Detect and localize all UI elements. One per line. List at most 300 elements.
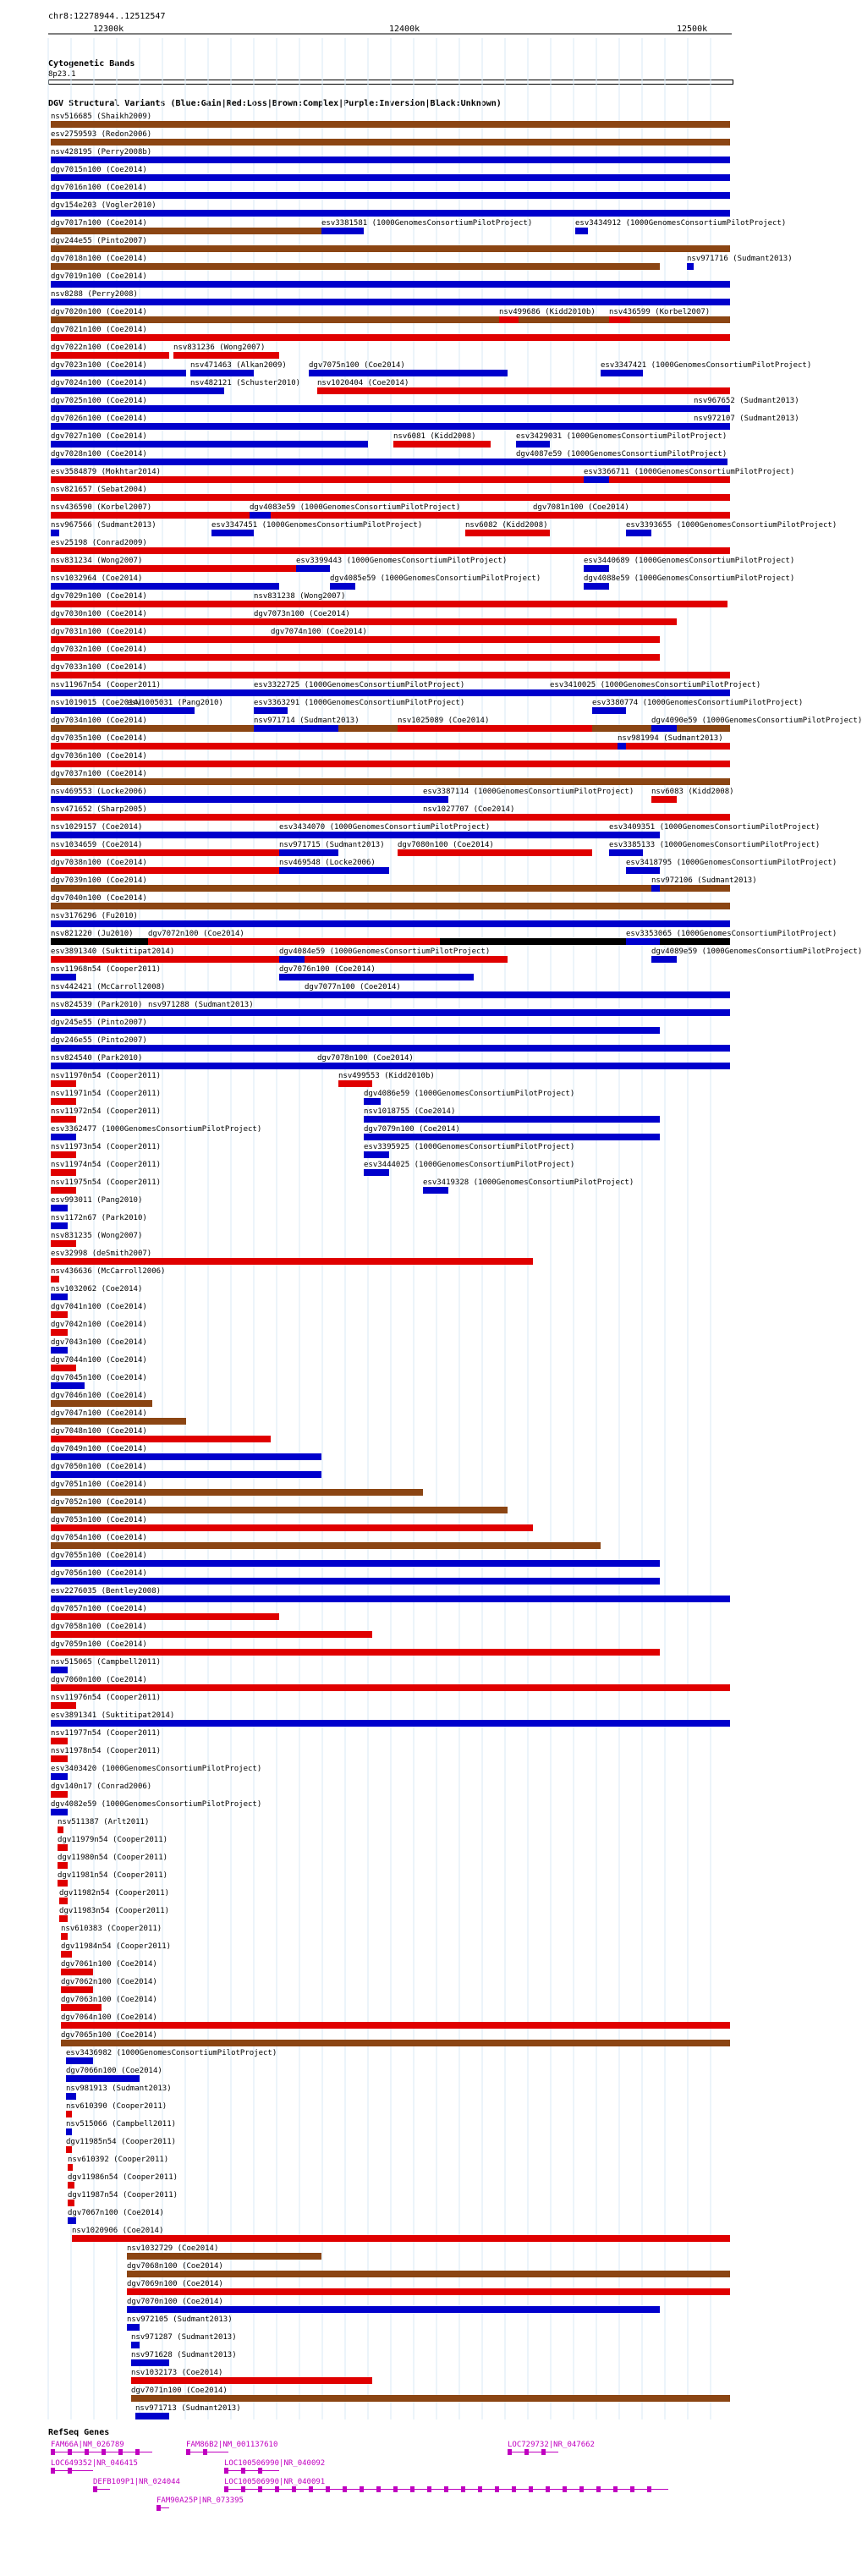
variant-label[interactable]: dgv7074n100 (Coe2014): [271, 628, 367, 636]
variant-label[interactable]: dgv7067n100 (Coe2014): [68, 2209, 164, 2217]
variant-bar-loss[interactable]: [51, 476, 730, 483]
variant-bar-gain[interactable]: [51, 1596, 730, 1602]
gene-exon[interactable]: [343, 2486, 347, 2492]
variant-bar-gain[interactable]: [68, 2217, 76, 2224]
variant-bar-gain[interactable]: [626, 938, 660, 945]
variant-bar-loss[interactable]: [58, 1862, 68, 1869]
variant-bar-gain[interactable]: [51, 689, 730, 696]
gene-exon[interactable]: [508, 2449, 512, 2455]
variant-label[interactable]: dgv7072n100 (Coe2014): [148, 930, 244, 938]
variant-label[interactable]: nsv824540 (Park2010): [51, 1054, 143, 1063]
gene-exon[interactable]: [461, 2486, 465, 2492]
variant-bar-gain[interactable]: [131, 2342, 140, 2348]
variant-label[interactable]: nsv1020906 (Coe2014): [72, 2227, 164, 2235]
gene-exon[interactable]: [51, 2468, 55, 2474]
variant-label[interactable]: nsv1032062 (Coe2014): [51, 1285, 143, 1293]
variant-label[interactable]: nsv1172n67 (Park2010): [51, 1214, 147, 1222]
variant-label[interactable]: nsv515065 (Campbell2011): [51, 1658, 162, 1667]
gene-exon[interactable]: [118, 2449, 123, 2455]
variant-bar-loss[interactable]: [51, 1755, 68, 1762]
variant-bar-loss[interactable]: [61, 2022, 730, 2029]
variant-bar-gain[interactable]: [626, 530, 651, 536]
variant-bar-complex[interactable]: [127, 2271, 730, 2277]
variant-label[interactable]: dgv7044n100 (Coe2014): [51, 1356, 147, 1365]
variant-label[interactable]: dgv11987n54 (Cooper2011): [68, 2191, 178, 2200]
variant-bar-gain[interactable]: [423, 1187, 448, 1194]
variant-label[interactable]: dgv7036n100 (Coe2014): [51, 752, 147, 761]
variant-label[interactable]: nsv1018755 (Coe2014): [364, 1107, 456, 1116]
gene-label[interactable]: LOC100506990|NR_040092: [224, 2459, 326, 2468]
variant-label[interactable]: nsv831236 (Wong2007): [173, 343, 266, 352]
variant-bar-gain[interactable]: [51, 157, 730, 163]
gene-exon[interactable]: [427, 2486, 431, 2492]
variant-label[interactable]: nsv831238 (Wong2007): [254, 592, 346, 601]
variant-bar-gain[interactable]: [51, 1578, 660, 1585]
variant-label[interactable]: dgv7022n100 (Coe2014): [51, 343, 147, 352]
variant-bar-gain[interactable]: [364, 1151, 389, 1158]
variant-bar-loss[interactable]: [59, 1915, 68, 1922]
variant-label[interactable]: nsv442421 (McCarroll2008): [51, 983, 166, 991]
variant-label[interactable]: nsv1034659 (Coe2014): [51, 841, 143, 849]
variant-label[interactable]: nsv11974n54 (Cooper2011): [51, 1161, 162, 1169]
variant-label[interactable]: nsv471463 (Alkan2009): [190, 361, 287, 370]
variant-bar-loss[interactable]: [51, 352, 169, 359]
variant-bar-gain[interactable]: [51, 1382, 85, 1389]
variant-label[interactable]: esv3409351 (1000GenomesConsortiumPilotProject): [609, 823, 821, 832]
variant-bar-gain[interactable]: [51, 423, 730, 430]
variant-label[interactable]: nsv972106 (Sudmant2013): [651, 876, 757, 885]
variant-label[interactable]: dgv7028n100 (Coe2014): [51, 450, 147, 459]
variant-bar-loss[interactable]: [51, 867, 279, 874]
variant-bar-loss[interactable]: [51, 1329, 68, 1336]
variant-label[interactable]: dgv7039n100 (Coe2014): [51, 876, 147, 885]
variant-bar-gain[interactable]: [51, 920, 730, 927]
variant-label[interactable]: nsv11975n54 (Cooper2011): [51, 1178, 162, 1187]
gene-exon[interactable]: [512, 2486, 516, 2492]
variant-label[interactable]: nsv971287 (Sudmant2013): [131, 2333, 237, 2342]
variant-bar-loss[interactable]: [68, 2164, 73, 2171]
variant-label[interactable]: dgv7064n100 (Coe2014): [61, 2013, 157, 2022]
variant-label[interactable]: dgv154e203 (Vogler2010): [51, 201, 156, 210]
variant-label[interactable]: dgv11982n54 (Cooper2011): [59, 1889, 170, 1898]
variant-label[interactable]: dgv7053n100 (Coe2014): [51, 1516, 147, 1524]
variant-bar-gain[interactable]: [364, 1134, 660, 1140]
variant-label[interactable]: esv3419328 (1000GenomesConsortiumPilotProject): [423, 1178, 634, 1187]
variant-bar-loss[interactable]: [61, 1969, 93, 1975]
variant-bar-gain[interactable]: [51, 441, 368, 448]
variant-bar-loss[interactable]: [51, 1613, 279, 1620]
variant-label[interactable]: esv3347451 (1000GenomesConsortiumPilotProject): [211, 521, 423, 530]
variant-label[interactable]: esv3380774 (1000GenomesConsortiumPilotProject): [592, 699, 804, 707]
gene-exon[interactable]: [135, 2449, 140, 2455]
variant-label[interactable]: dgv7015n100 (Coe2014): [51, 166, 147, 174]
variant-label[interactable]: nsv11978n54 (Cooper2011): [51, 1747, 162, 1755]
variant-label[interactable]: dgv7042n100 (Coe2014): [51, 1321, 147, 1329]
variant-label[interactable]: dgv7051n100 (Coe2014): [51, 1480, 147, 1489]
variant-bar-gain[interactable]: [279, 956, 305, 963]
variant-bar-loss[interactable]: [68, 2200, 74, 2206]
variant-bar-gain[interactable]: [516, 459, 541, 465]
variant-label[interactable]: dgv7031n100 (Coe2014): [51, 628, 147, 636]
variant-label[interactable]: esv3418795 (1000GenomesConsortiumPilotProject): [626, 859, 837, 867]
variant-label[interactable]: dgv7069n100 (Coe2014): [127, 2280, 223, 2288]
variant-bar-gain[interactable]: [51, 192, 730, 199]
variant-label[interactable]: nsv821657 (Sebat2004): [51, 486, 147, 494]
variant-label[interactable]: dgv7078n100 (Coe2014): [317, 1054, 414, 1063]
variant-label[interactable]: nsv3176296 (Fu2010): [51, 912, 138, 920]
variant-bar-gain[interactable]: [66, 2128, 72, 2135]
variant-label[interactable]: nsv1032729 (Coe2014): [127, 2244, 219, 2253]
variant-label[interactable]: nsv972105 (Sudmant2013): [127, 2315, 233, 2324]
variant-label[interactable]: nsv511387 (Arlt2011): [58, 1818, 150, 1826]
gene-exon[interactable]: [224, 2468, 228, 2474]
variant-bar-loss[interactable]: [398, 725, 592, 732]
variant-label[interactable]: nsv11977n54 (Cooper2011): [51, 1729, 162, 1738]
variant-label[interactable]: nsv11976n54 (Cooper2011): [51, 1694, 162, 1702]
variant-bar-loss[interactable]: [465, 530, 550, 536]
variant-bar-complex[interactable]: [61, 2040, 730, 2046]
gene-exon[interactable]: [186, 2449, 190, 2455]
gene-label[interactable]: FAM90A25P|NR_073395: [156, 2496, 244, 2505]
variant-bar-gain[interactable]: [254, 725, 338, 732]
variant-bar-gain[interactable]: [127, 2306, 660, 2313]
variant-bar-gain[interactable]: [626, 867, 660, 874]
variant-label[interactable]: dgv4083e59 (1000GenomesConsortiumPilotProject): [250, 503, 461, 512]
variant-bar-loss[interactable]: [609, 316, 630, 323]
variant-bar-gain[interactable]: [279, 849, 338, 856]
variant-bar-gain[interactable]: [309, 370, 508, 376]
variant-bar-gain[interactable]: [51, 370, 186, 376]
variant-label[interactable]: nsv11971n54 (Cooper2011): [51, 1090, 162, 1098]
variant-label[interactable]: nsv482121 (Schuster2010): [190, 379, 301, 387]
variant-bar-complex[interactable]: [131, 2395, 730, 2402]
variant-bar-loss[interactable]: [58, 1826, 63, 1833]
variant-bar-loss[interactable]: [51, 761, 730, 767]
variant-bar-loss[interactable]: [651, 796, 677, 803]
variant-label[interactable]: nsv971288 (Sudmant2013): [148, 1001, 254, 1009]
variant-label[interactable]: dgv7046n100 (Coe2014): [51, 1392, 147, 1400]
variant-bar-gain[interactable]: [131, 2359, 169, 2366]
variant-label[interactable]: esv1005031 (Pang2010): [127, 699, 223, 707]
variant-label[interactable]: esv3347421 (1000GenomesConsortiumPilotProject): [601, 361, 812, 370]
variant-label[interactable]: dgv7049n100 (Coe2014): [51, 1445, 147, 1453]
variant-label[interactable]: nsv967652 (Sudmant2013): [694, 397, 799, 405]
variant-label[interactable]: dgv11980n54 (Cooper2011): [58, 1854, 168, 1862]
gene-exon[interactable]: [258, 2486, 262, 2492]
variant-bar-loss[interactable]: [173, 352, 279, 359]
variant-label[interactable]: nsv1032964 (Coe2014): [51, 574, 143, 583]
variant-label[interactable]: esv3387114 (1000GenomesConsortiumPilotProject): [423, 788, 634, 796]
variant-label[interactable]: dgv7038n100 (Coe2014): [51, 859, 147, 867]
variant-label[interactable]: dgv7070n100 (Coe2014): [127, 2298, 223, 2306]
variant-bar-gain[interactable]: [190, 387, 224, 394]
variant-bar-gain[interactable]: [66, 2057, 93, 2064]
variant-bar-loss[interactable]: [58, 1844, 68, 1851]
variant-label[interactable]: dgv246e55 (Pinto2007): [51, 1036, 147, 1045]
variant-bar-gain[interactable]: [51, 210, 730, 217]
variant-bar-loss[interactable]: [51, 1098, 76, 1105]
variant-bar-loss[interactable]: [499, 316, 519, 323]
variant-label[interactable]: dgv7081n100 (Coe2014): [533, 503, 629, 512]
variant-label[interactable]: dgv7025n100 (Coe2014): [51, 397, 147, 405]
variant-label[interactable]: dgv11981n54 (Cooper2011): [58, 1871, 168, 1880]
variant-label[interactable]: nsv6081 (Kidd2008): [393, 432, 476, 441]
variant-label[interactable]: esv32998 (deSmith2007): [51, 1250, 152, 1258]
variant-bar-gain[interactable]: [601, 370, 643, 376]
variant-bar-gain[interactable]: [423, 796, 448, 803]
variant-label[interactable]: dgv7033n100 (Coe2014): [51, 663, 147, 672]
variant-bar-gain[interactable]: [190, 370, 254, 376]
variant-label[interactable]: nsv831235 (Wong2007): [51, 1232, 143, 1240]
gene-label[interactable]: LOC649352|NR_046415: [51, 2459, 138, 2468]
variant-label[interactable]: dgv7063n100 (Coe2014): [61, 1996, 157, 2004]
gene-exon[interactable]: [156, 2505, 161, 2511]
variant-bar-loss[interactable]: [254, 601, 677, 607]
variant-label[interactable]: esv3403420 (1000GenomesConsortiumPilotProject): [51, 1765, 262, 1773]
gene-exon[interactable]: [376, 2486, 381, 2492]
gene-label[interactable]: DEFB109P1|NR_024044: [93, 2478, 180, 2486]
variant-label[interactable]: nsv971714 (Sudmant2013): [254, 717, 360, 725]
variant-bar-loss[interactable]: [61, 1986, 93, 1993]
variant-label[interactable]: dgv245e55 (Pinto2007): [51, 1019, 147, 1027]
variant-bar-gain[interactable]: [127, 2324, 140, 2331]
variant-bar-gain[interactable]: [584, 565, 609, 572]
variant-label[interactable]: nsv1019015 (Coe2014): [51, 699, 143, 707]
variant-bar-complex[interactable]: [51, 725, 730, 732]
variant-bar-complex[interactable]: [51, 1489, 423, 1496]
variant-label[interactable]: nsv6083 (Kidd2008): [651, 788, 734, 796]
variant-bar-gain[interactable]: [51, 1045, 730, 1052]
variant-bar-loss[interactable]: [51, 1684, 730, 1691]
variant-label[interactable]: nsv469553 (Locke2006): [51, 788, 147, 796]
variant-bar-gain[interactable]: [51, 1809, 68, 1815]
variant-bar-loss[interactable]: [51, 1436, 271, 1442]
variant-bar-loss[interactable]: [51, 1169, 76, 1176]
variant-label[interactable]: nsv11972n54 (Cooper2011): [51, 1107, 162, 1116]
variant-bar-gain[interactable]: [51, 459, 727, 465]
variant-bar-loss[interactable]: [423, 814, 730, 821]
variant-label[interactable]: dgv7066n100 (Coe2014): [66, 2067, 162, 2075]
variant-label[interactable]: dgv11983n54 (Cooper2011): [59, 1907, 170, 1915]
gene-exon[interactable]: [258, 2468, 262, 2474]
variant-bar-gain[interactable]: [51, 530, 59, 536]
gene-exon[interactable]: [410, 2486, 415, 2492]
variant-bar-gain[interactable]: [609, 832, 643, 838]
variant-bar-loss[interactable]: [51, 565, 305, 572]
gene-exon[interactable]: [51, 2449, 55, 2455]
variant-bar-gain[interactable]: [364, 1098, 381, 1105]
variant-label[interactable]: esv3891341 (Suktitipat2014): [51, 1711, 175, 1720]
variant-label[interactable]: dgv7076n100 (Coe2014): [279, 965, 376, 974]
variant-bar-gain[interactable]: [592, 707, 626, 714]
variant-bar-gain[interactable]: [51, 1773, 68, 1780]
variant-bar-gain[interactable]: [516, 441, 550, 448]
gene-exon[interactable]: [93, 2486, 97, 2492]
variant-label[interactable]: esv3381581 (1000GenomesConsortiumPilotProject): [321, 219, 533, 228]
gene-exon[interactable]: [102, 2449, 106, 2455]
variant-bar-loss[interactable]: [68, 2182, 74, 2189]
variant-bar-gain[interactable]: [254, 707, 288, 714]
variant-bar-gain[interactable]: [51, 281, 730, 288]
variant-label[interactable]: dgv7062n100 (Coe2014): [61, 1978, 157, 1986]
variant-bar-loss[interactable]: [51, 547, 730, 554]
variant-bar-gain[interactable]: [51, 1667, 68, 1673]
variant-bar-gain[interactable]: [618, 743, 626, 750]
gene-label[interactable]: FAM86B2|NM_001137610: [186, 2441, 278, 2449]
variant-label[interactable]: esv3410025 (1000GenomesConsortiumPilotProject): [550, 681, 761, 689]
variant-label[interactable]: nsv1029157 (Coe2014): [51, 823, 143, 832]
variant-label[interactable]: dgv7040n100 (Coe2014): [51, 894, 147, 903]
variant-bar-gain[interactable]: [279, 974, 474, 980]
variant-bar-gain[interactable]: [321, 228, 364, 234]
variant-label[interactable]: dgv7054n100 (Coe2014): [51, 1534, 147, 1542]
variant-label[interactable]: dgv7018n100 (Coe2014): [51, 255, 147, 263]
variant-bar-loss[interactable]: [398, 849, 592, 856]
variant-label[interactable]: nsv972107 (Sudmant2013): [694, 415, 799, 423]
gene-exon[interactable]: [292, 2486, 296, 2492]
variant-bar-loss[interactable]: [51, 1791, 68, 1798]
variant-bar-loss[interactable]: [533, 512, 730, 519]
variant-bar-gain[interactable]: [51, 707, 127, 714]
variant-bar-gain[interactable]: [250, 512, 271, 519]
variant-bar-gain[interactable]: [51, 299, 730, 305]
variant-label[interactable]: dgv7023n100 (Coe2014): [51, 361, 147, 370]
variant-bar-loss[interactable]: [72, 2235, 730, 2242]
variant-bar-gain[interactable]: [694, 405, 702, 412]
gene-exon[interactable]: [647, 2486, 651, 2492]
variant-label[interactable]: nsv971713 (Sudmant2013): [135, 2404, 241, 2413]
variant-label[interactable]: dgv7017n100 (Coe2014): [51, 219, 147, 228]
variant-label[interactable]: nsv824539 (Park2010): [51, 1001, 143, 1009]
variant-bar-gain[interactable]: [51, 1063, 730, 1069]
variant-label[interactable]: dgv7075n100 (Coe2014): [309, 361, 405, 370]
variant-label[interactable]: dgv7057n100 (Coe2014): [51, 1605, 147, 1613]
variant-label[interactable]: nsv516685 (Shaikh2009): [51, 113, 152, 121]
variant-bar-complex[interactable]: [51, 1507, 508, 1513]
variant-label[interactable]: nsv11968n54 (Cooper2011): [51, 965, 162, 974]
variant-label[interactable]: dgv7061n100 (Coe2014): [61, 1960, 157, 1969]
variant-label[interactable]: dgv7055n100 (Coe2014): [51, 1552, 147, 1560]
variant-label[interactable]: nsv971715 (Sudmant2013): [279, 841, 385, 849]
variant-label[interactable]: dgv7043n100 (Coe2014): [51, 1338, 147, 1347]
variant-bar-gain[interactable]: [211, 530, 254, 536]
gene-exon[interactable]: [85, 2449, 89, 2455]
variant-label[interactable]: dgv140n17 (Conrad2006): [51, 1782, 152, 1791]
variant-bar-gain[interactable]: [51, 1560, 660, 1567]
variant-bar-gain[interactable]: [127, 707, 195, 714]
variant-bar-complex[interactable]: [51, 903, 730, 909]
gene-exon[interactable]: [360, 2486, 364, 2492]
variant-label[interactable]: dgv7065n100 (Coe2014): [61, 2031, 157, 2040]
variant-label[interactable]: dgv7071n100 (Coe2014): [131, 2387, 228, 2395]
variant-bar-loss[interactable]: [51, 1649, 660, 1656]
variant-label[interactable]: nsv469548 (Locke2006): [279, 859, 376, 867]
gene-exon[interactable]: [326, 2486, 330, 2492]
variant-label[interactable]: dgv7077n100 (Coe2014): [305, 983, 401, 991]
variant-label[interactable]: nsv6082 (Kidd2008): [465, 521, 548, 530]
variant-label[interactable]: dgv4090e59 (1000GenomesConsortiumPilotProject): [651, 717, 862, 725]
variant-label[interactable]: dgv7027n100 (Coe2014): [51, 432, 147, 441]
variant-bar-gain[interactable]: [51, 1205, 68, 1211]
variant-label[interactable]: nsv499553 (Kidd2010b): [338, 1072, 435, 1080]
variant-bar-loss[interactable]: [51, 1116, 76, 1123]
variant-bar-gain[interactable]: [651, 885, 660, 892]
variant-label[interactable]: dgv7020n100 (Coe2014): [51, 308, 147, 316]
variant-label[interactable]: dgv11985n54 (Cooper2011): [66, 2138, 177, 2146]
variant-label[interactable]: nsv515066 (Campbell2011): [66, 2120, 177, 2128]
variant-label[interactable]: esv3434912 (1000GenomesConsortiumPilotProject): [575, 219, 787, 228]
variant-bar-complex[interactable]: [51, 121, 730, 128]
variant-bar-loss[interactable]: [51, 1240, 76, 1247]
variant-bar-gain[interactable]: [550, 689, 584, 696]
variant-label[interactable]: nsv436636 (McCarroll2006): [51, 1267, 166, 1276]
variant-bar-loss[interactable]: [51, 1151, 76, 1158]
gene-exon[interactable]: [613, 2486, 618, 2492]
variant-label[interactable]: dgv7052n100 (Coe2014): [51, 1498, 147, 1507]
gene-exon[interactable]: [541, 2449, 546, 2455]
variant-bar-gain[interactable]: [51, 1293, 68, 1300]
variant-bar-loss[interactable]: [66, 2111, 72, 2117]
variant-bar-gain[interactable]: [66, 2093, 76, 2100]
variant-label[interactable]: nsv11967n54 (Cooper2011): [51, 681, 162, 689]
variant-bar-gain[interactable]: [279, 867, 389, 874]
gene-exon[interactable]: [68, 2468, 72, 2474]
variant-label[interactable]: dgv7050n100 (Coe2014): [51, 1463, 147, 1471]
variant-label[interactable]: dgv7019n100 (Coe2014): [51, 272, 147, 281]
variant-label[interactable]: esv3440689 (1000GenomesConsortiumPilotProject): [584, 557, 795, 565]
variant-bar-gain[interactable]: [51, 796, 440, 803]
variant-label[interactable]: esv3362477 (1000GenomesConsortiumPilotProject): [51, 1125, 262, 1134]
variant-bar-gain[interactable]: [364, 1169, 389, 1176]
variant-bar-loss[interactable]: [51, 672, 730, 678]
variant-label[interactable]: dgv4082e59 (1000GenomesConsortiumPilotProject): [51, 1800, 262, 1809]
gene-exon[interactable]: [275, 2486, 279, 2492]
variant-bar-loss[interactable]: [393, 441, 491, 448]
gene-exon[interactable]: [224, 2486, 228, 2492]
variant-label[interactable]: nsv981913 (Sudmant2013): [66, 2084, 172, 2093]
variant-label[interactable]: dgv244e55 (Pinto2007): [51, 237, 147, 245]
variant-label[interactable]: dgv7041n100 (Coe2014): [51, 1303, 147, 1311]
variant-label[interactable]: esv3429031 (1000GenomesConsortiumPilotProject): [516, 432, 727, 441]
variant-label[interactable]: dgv7037n100 (Coe2014): [51, 770, 147, 778]
variant-bar-gain[interactable]: [254, 689, 288, 696]
variant-bar-gain[interactable]: [317, 1063, 355, 1069]
variant-bar-complex[interactable]: [127, 2253, 321, 2260]
variant-label[interactable]: esv3353065 (1000GenomesConsortiumPilotProject): [626, 930, 837, 938]
variant-label[interactable]: dgv7034n100 (Coe2014): [51, 717, 147, 725]
variant-label[interactable]: nsv11970n54 (Cooper2011): [51, 1072, 162, 1080]
gene-exon[interactable]: [630, 2486, 634, 2492]
gene-exon[interactable]: [203, 2449, 207, 2455]
variant-bar-gain[interactable]: [51, 405, 730, 412]
variant-label[interactable]: dgv11986n54 (Cooper2011): [68, 2173, 178, 2182]
variant-bar-loss[interactable]: [61, 1933, 68, 1940]
variant-bar-loss[interactable]: [51, 849, 279, 856]
variant-label[interactable]: nsv1020404 (Coe2014): [317, 379, 409, 387]
variant-label[interactable]: dgv4087e59 (1000GenomesConsortiumPilotProject): [516, 450, 727, 459]
variant-label[interactable]: nsv436590 (Korbel2007): [51, 503, 152, 512]
variant-label[interactable]: esv3322725 (1000GenomesConsortiumPilotProject): [254, 681, 465, 689]
variant-label[interactable]: dgv4085e59 (1000GenomesConsortiumPilotProject): [330, 574, 541, 583]
variant-bar-gain[interactable]: [305, 991, 474, 998]
variant-label[interactable]: dgv7026n100 (Coe2014): [51, 415, 147, 423]
variant-label[interactable]: esv3395925 (1000GenomesConsortiumPilotProject): [364, 1143, 575, 1151]
variant-bar-loss[interactable]: [317, 387, 730, 394]
gene-label[interactable]: FAM66A|NM_026789: [51, 2441, 124, 2449]
variant-label[interactable]: dgv7045n100 (Coe2014): [51, 1374, 147, 1382]
variant-label[interactable]: nsv11973n54 (Cooper2011): [51, 1143, 162, 1151]
variant-bar-loss[interactable]: [51, 1365, 76, 1371]
